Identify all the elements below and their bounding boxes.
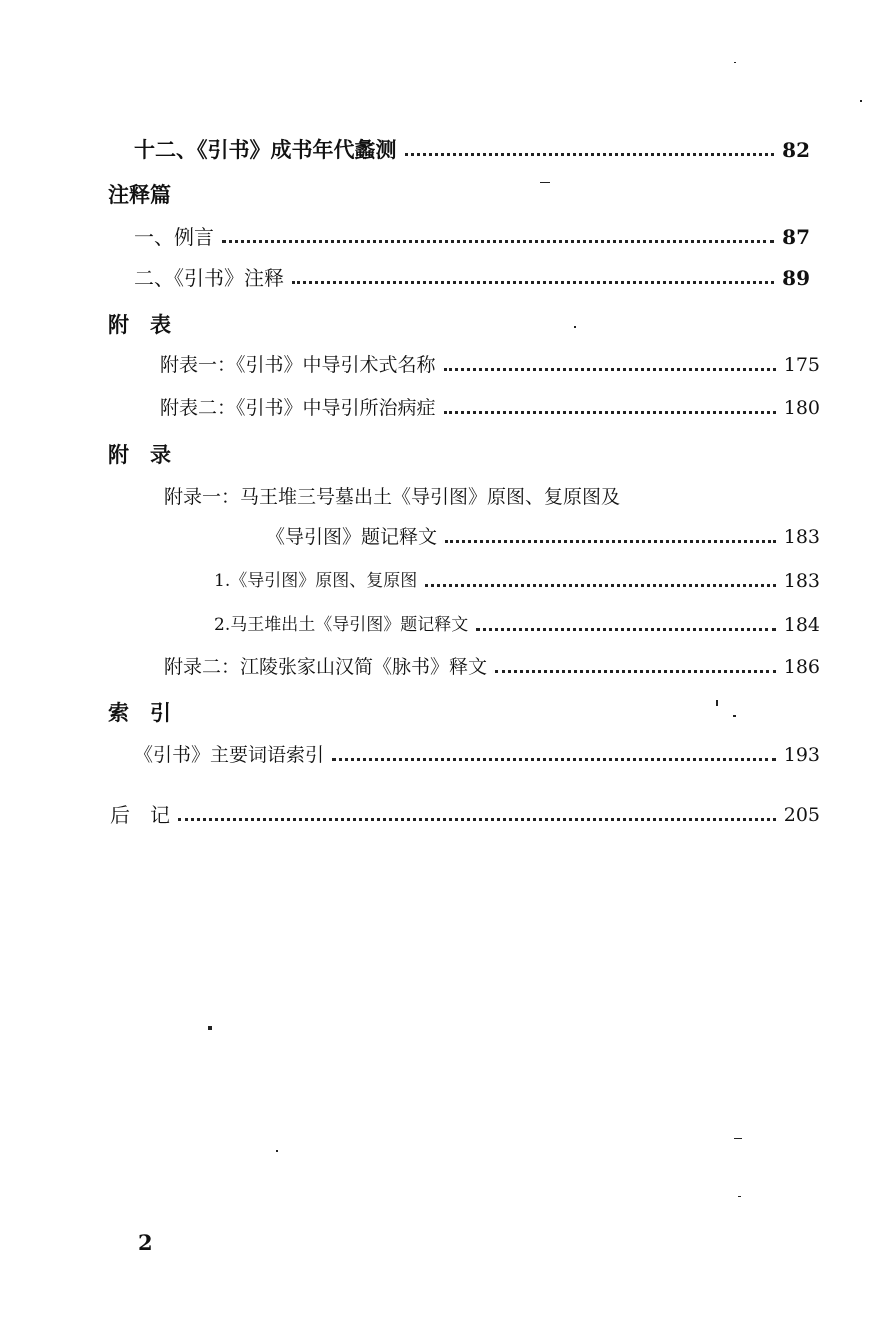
dot-leader [222, 240, 774, 243]
toc-entry[interactable] [134, 135, 810, 165]
toc-entry-label: 附录二：江陵张家山汉简《脉书》释文 [164, 656, 488, 678]
toc-entry[interactable] [134, 222, 810, 252]
toc-entry-page: 205 [783, 804, 820, 826]
scan-speck [738, 1196, 741, 1197]
toc-entry-label: 1.《导引图》原图、复原图 [214, 571, 418, 591]
dot-leader [178, 818, 776, 821]
toc-entry-label: 《导引图》题记释文 [266, 526, 438, 548]
footer-page-number: 2 [138, 1230, 153, 1255]
scan-speck [733, 715, 736, 717]
toc-entry-label: 二、《引书》注释 [134, 266, 284, 290]
scan-speck [574, 326, 576, 328]
toc-entry[interactable] [160, 350, 820, 380]
scan-speck [540, 182, 550, 183]
scan-speck [734, 1138, 742, 1139]
dot-leader [292, 281, 774, 284]
toc-entry-page: 175 [783, 354, 820, 376]
toc-entry-page: 183 [783, 570, 820, 592]
dot-leader [405, 153, 775, 156]
toc-entry-label: 2.马王堆出土《导引图》题记释文 [214, 615, 469, 635]
dot-leader [444, 368, 776, 371]
dot-leader [425, 584, 776, 587]
toc-entry[interactable] [134, 740, 820, 770]
section-heading-commentary: 注释篇 [108, 182, 171, 207]
dot-leader [476, 628, 776, 631]
scan-speck [860, 100, 862, 102]
toc-entry-page: 184 [783, 614, 820, 636]
toc-entry-label: 附表二：《引书》中导引所治病症 [160, 397, 436, 419]
dot-leader [445, 540, 776, 543]
scan-speck [208, 1026, 212, 1030]
toc-entry-page: 186 [783, 656, 820, 678]
toc-entry-label: 《引书》主要词语索引 [134, 744, 325, 766]
section-heading-tables: 附 表 [108, 312, 171, 337]
dot-leader [495, 670, 776, 673]
toc-entry[interactable] [164, 652, 820, 682]
toc-entry[interactable] [160, 393, 820, 423]
dot-leader [444, 411, 776, 414]
toc-entry-label: 后 记 [110, 803, 170, 827]
scan-speck [716, 700, 718, 706]
toc-entry[interactable] [214, 566, 820, 596]
section-heading-appendix: 附 录 [108, 442, 171, 467]
toc-entry[interactable] [110, 800, 820, 830]
toc-entry-label: 附表一：《引书》中导引术式名称 [160, 354, 436, 376]
toc-entry-page: 82 [782, 138, 810, 162]
section-heading-index: 索 引 [108, 700, 171, 725]
toc-entry[interactable] [134, 263, 810, 293]
toc-entry[interactable] [266, 522, 820, 552]
scan-speck [276, 1150, 278, 1152]
toc-entry-page: 183 [783, 526, 820, 548]
toc-entry-page: 193 [783, 744, 820, 766]
toc-entry-page: 180 [783, 397, 820, 419]
toc-entry-page: 89 [782, 266, 810, 290]
dot-leader [332, 758, 776, 761]
toc-entry-page: 87 [782, 225, 810, 249]
toc-entry-label: 一、例言 [134, 225, 214, 249]
scan-speck [734, 62, 736, 63]
toc-entry[interactable] [214, 610, 820, 640]
appendix-one-first-line: 附录一：马王堆三号墓出土《导引图》原图、复原图及 [164, 486, 621, 508]
toc-entry-label: 十二、《引书》成书年代蠡测 [134, 137, 397, 162]
